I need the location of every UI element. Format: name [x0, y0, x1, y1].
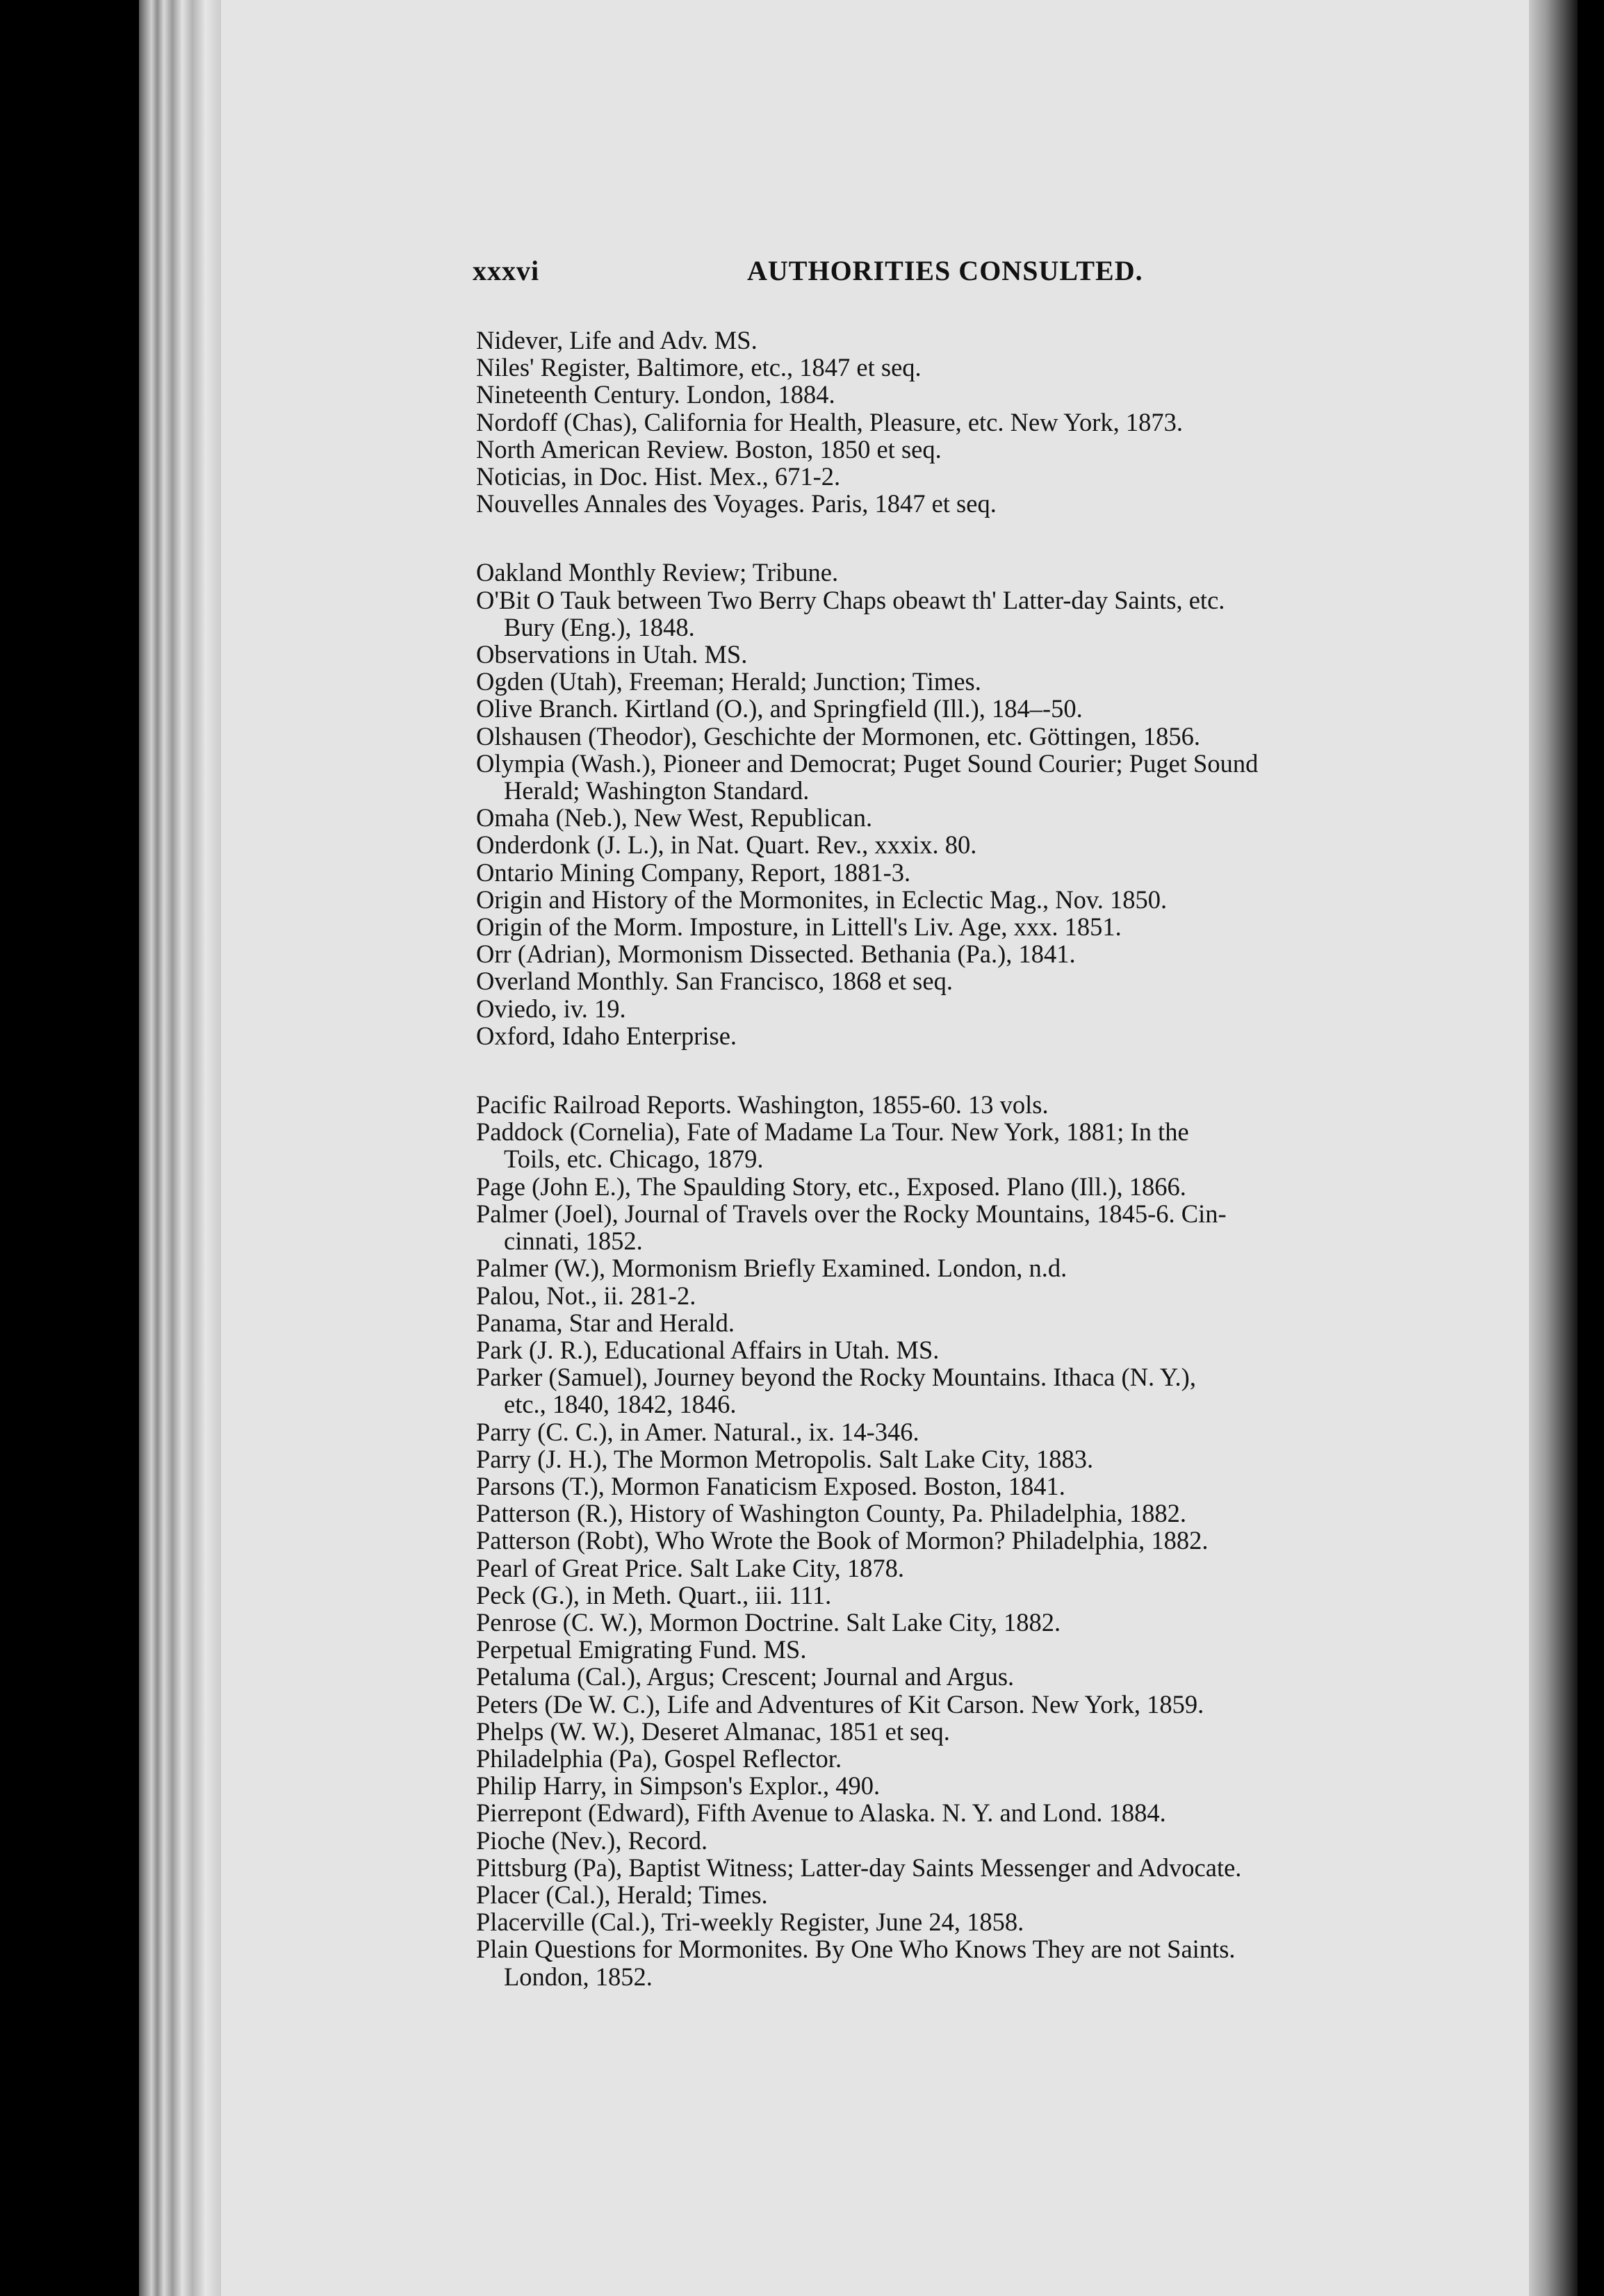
entry-group-p [476, 1091, 1435, 1990]
entry-line: Orr (Adrian), Mormonism Dissected. Bethania (Pa.), 1841. [476, 940, 1076, 969]
entry-line: Placer (Cal.), Herald; Times. [476, 1880, 768, 1909]
bibliography-entry [476, 409, 1435, 436]
entry-line: Nouvelles Annales des Voyages. Paris, 1847 et seq. [476, 489, 997, 518]
bibliography-entry [476, 1445, 1435, 1473]
entry-continuation-line: etc., 1840, 1842, 1846. [504, 1390, 737, 1419]
entry-continuation-line: Herald; Washington Standard. [504, 776, 810, 805]
entry-line: Origin of the Morm. Imposture, in Littell's Liv. Age, xxx. 1851. [476, 912, 1122, 942]
bibliography-entry [476, 1555, 1435, 1582]
bibliography-entry [476, 559, 1435, 586]
entry-line: Palmer (Joel), Journal of Travels over the Rocky Mountains, 1845-6. Cin- [476, 1199, 1227, 1228]
entry-line: Overland Monthly. San Francisco, 1868 et seq. [476, 967, 953, 996]
entry-line: Parry (C. C.), in Amer. Natural., ix. 14-346. [476, 1417, 919, 1446]
bibliography-list [476, 327, 1435, 1990]
page-edge-shadow [1529, 0, 1578, 2296]
bibliography-entry [476, 1636, 1435, 1663]
entry-line: North American Review. Boston, 1850 et seq. [476, 434, 942, 464]
bibliography-entry [476, 1173, 1435, 1200]
bibliography-entry [476, 381, 1435, 408]
bibliography-entry [476, 1718, 1435, 1745]
entry-line: Panama, Star and Herald. [476, 1308, 735, 1337]
bibliography-entry [476, 1854, 1435, 1881]
entry-line: Oxford, Idaho Enterprise. [476, 1021, 737, 1050]
bibliography-entry [476, 463, 1435, 490]
entry-line: Omaha (Neb.), New West, Republican. [476, 803, 873, 833]
entry-continuation-line: Toils, etc. Chicago, 1879. [504, 1145, 764, 1174]
entry-line: Niles' Register, Baltimore, etc., 1847 et seq. [476, 353, 922, 382]
entry-line: Palou, Not., ii. 281-2. [476, 1281, 696, 1310]
bibliography-entry [476, 1772, 1435, 1799]
bibliography-entry [476, 1118, 1435, 1172]
entry-continuation-line: London, 1852. [504, 1962, 653, 1991]
entry-line: Placerville (Cal.), Tri-weekly Register, June 24, 1858. [476, 1908, 1024, 1937]
entry-line: Nineteenth Century. London, 1884. [476, 380, 835, 409]
bibliography-entry [476, 1336, 1435, 1363]
bibliography-entry [476, 831, 1435, 858]
entry-line: Philadelphia (Pa), Gospel Reflector. [476, 1744, 842, 1773]
entry-line: Pierrepont (Edward), Fifth Avenue to Alaska. N. Y. and Lond. 1884. [476, 1798, 1166, 1828]
bibliography-entry [476, 750, 1435, 804]
entry-line: Perpetual Emigrating Fund. MS. [476, 1635, 807, 1664]
entry-line: Olive Branch. Kirtland (O.), and Springfield (Ill.), 184–-50. [476, 694, 1083, 723]
running-title: AUTHORITIES CONSULTED. [747, 255, 1143, 286]
bibliography-entry [476, 1309, 1435, 1336]
bibliography-entry [476, 1745, 1435, 1772]
bibliography-entry [476, 1691, 1435, 1718]
entry-line: Phelps (W. W.), Deseret Almanac, 1851 et seq. [476, 1716, 950, 1746]
entry-line: Nordoff (Chas), California for Health, Pleasure, etc. New York, 1873. [476, 407, 1184, 436]
entry-line: Oviedo, iv. 19. [476, 994, 626, 1023]
entry-line: Origin and History of the Mormonites, in Eclectic Mag., Nov. 1850. [476, 885, 1168, 914]
entry-line: Ogden (Utah), Freeman; Herald; Junction; Times. [476, 667, 981, 696]
page-number: xxxvi [473, 255, 540, 286]
book-spine [139, 0, 222, 2296]
bibliography-entry [476, 723, 1435, 750]
entry-group-n [476, 327, 1435, 517]
entry-line: Ontario Mining Company, Report, 1881-3. [476, 858, 911, 887]
bibliography-entry [476, 967, 1435, 994]
entry-line: Noticias, in Doc. Hist. Mex., 671-2. [476, 462, 841, 491]
bibliography-entry [476, 1908, 1435, 1935]
entry-line: Paddock (Cornelia), Fate of Madame La Tour. New York, 1881; In the [476, 1117, 1189, 1147]
bibliography-entry [476, 641, 1435, 668]
entry-line: Patterson (R.), History of Washington County, Pa. Philadelphia, 1882. [476, 1499, 1187, 1528]
entry-line: Peters (De W. C.), Life and Adventures of Kit Carson. New York, 1859. [476, 1689, 1204, 1719]
bibliography-entry [476, 668, 1435, 695]
bibliography-entry [476, 940, 1435, 967]
entry-line: Philip Harry, in Simpson's Explor., 490. [476, 1771, 881, 1801]
bibliography-entry [476, 1200, 1435, 1254]
bibliography-entry [476, 1527, 1435, 1554]
entry-line: Pioche (Nev.), Record. [476, 1826, 708, 1855]
bibliography-entry [476, 1609, 1435, 1636]
bibliography-entry [476, 1254, 1435, 1281]
bibliography-entry [476, 995, 1435, 1022]
entry-line: Onderdonk (J. L.), in Nat. Quart. Rev., xxxix. 80. [476, 830, 977, 860]
entry-line: Pittsburg (Pa), Baptist Witness; Latter-day Saints Messenger and Advocate. [476, 1853, 1242, 1882]
entry-continuation-line: cinnati, 1852. [504, 1227, 643, 1256]
bibliography-entry [476, 354, 1435, 381]
entry-line: Oakland Monthly Review; Tribune. [476, 558, 839, 587]
entry-line: Pacific Railroad Reports. Washington, 1855-60. 13 vols. [476, 1090, 1049, 1120]
bibliography-entry [476, 587, 1435, 641]
entry-line: Plain Questions for Mormonites. By One Who Knows They are not Saints. [476, 1935, 1236, 1964]
bibliography-entry [476, 695, 1435, 722]
page-header [473, 254, 1432, 296]
entry-line: Olshausen (Theodor), Geschichte der Mormonen, etc. Göttingen, 1856. [476, 721, 1200, 751]
bibliography-entry [476, 859, 1435, 886]
entry-line: Nidever, Life and Adv. MS. [476, 326, 758, 354]
group-separator [476, 1049, 1435, 1091]
entry-line: Penrose (C. W.), Mormon Doctrine. Salt Lake City, 1882. [476, 1607, 1061, 1637]
entry-line: Palmer (W.), Mormonism Briefly Examined. London, n.d. [476, 1254, 1067, 1283]
entry-group-o [476, 559, 1435, 1049]
bibliography-entry [476, 913, 1435, 940]
bibliography-entry [476, 1881, 1435, 1908]
entry-line: Olympia (Wash.), Pioneer and Democrat; Puget Sound Courier; Puget Sound [476, 748, 1259, 778]
entry-line: Parry (J. H.), The Mormon Metropolis. Salt Lake City, 1883. [476, 1444, 1094, 1473]
bibliography-entry [476, 1022, 1435, 1049]
entry-line: Observations in Utah. MS. [476, 640, 748, 669]
bibliography-entry [476, 1935, 1435, 1990]
entry-line: Parker (Samuel), Journey beyond the Rocky Mountains. Ithaca (N. Y.), [476, 1363, 1196, 1392]
bibliography-entry [476, 436, 1435, 463]
bibliography-entry [476, 1418, 1435, 1445]
bibliography-entry [476, 886, 1435, 913]
entry-line: Park (J. R.), Educational Affairs in Utah. MS. [476, 1335, 940, 1364]
bibliography-entry [476, 1363, 1435, 1418]
bibliography-entry [476, 490, 1435, 517]
bibliography-entry [476, 327, 1435, 354]
entry-line: Petaluma (Cal.), Argus; Crescent; Journal and Argus. [476, 1662, 1015, 1691]
bibliography-entry [476, 1282, 1435, 1309]
entry-line: Pearl of Great Price. Salt Lake City, 1878. [476, 1553, 904, 1582]
entry-line: Page (John E.), The Spaulding Story, etc., Exposed. Plano (Ill.), 1866. [476, 1172, 1186, 1201]
group-separator [476, 517, 1435, 559]
bibliography-entry [476, 1500, 1435, 1527]
entry-continuation-line: Bury (Eng.), 1848. [504, 612, 695, 641]
bibliography-entry [476, 804, 1435, 831]
entry-line: Parsons (T.), Mormon Fanaticism Exposed. Boston, 1841. [476, 1471, 1065, 1500]
bibliography-entry [476, 1473, 1435, 1500]
bibliography-entry [476, 1663, 1435, 1690]
entry-line: Peck (G.), in Meth. Quart., iii. 111. [476, 1580, 832, 1609]
bibliography-entry [476, 1799, 1435, 1826]
bibliography-entry [476, 1091, 1435, 1118]
entry-line: O'Bit O Tauk between Two Berry Chaps obeawt th' Latter-day Saints, etc. [476, 585, 1225, 614]
entry-line: Patterson (Robt), Who Wrote the Book of Mormon? Philadelphia, 1882. [476, 1526, 1209, 1555]
bibliography-entry [476, 1827, 1435, 1854]
bibliography-entry [476, 1582, 1435, 1609]
